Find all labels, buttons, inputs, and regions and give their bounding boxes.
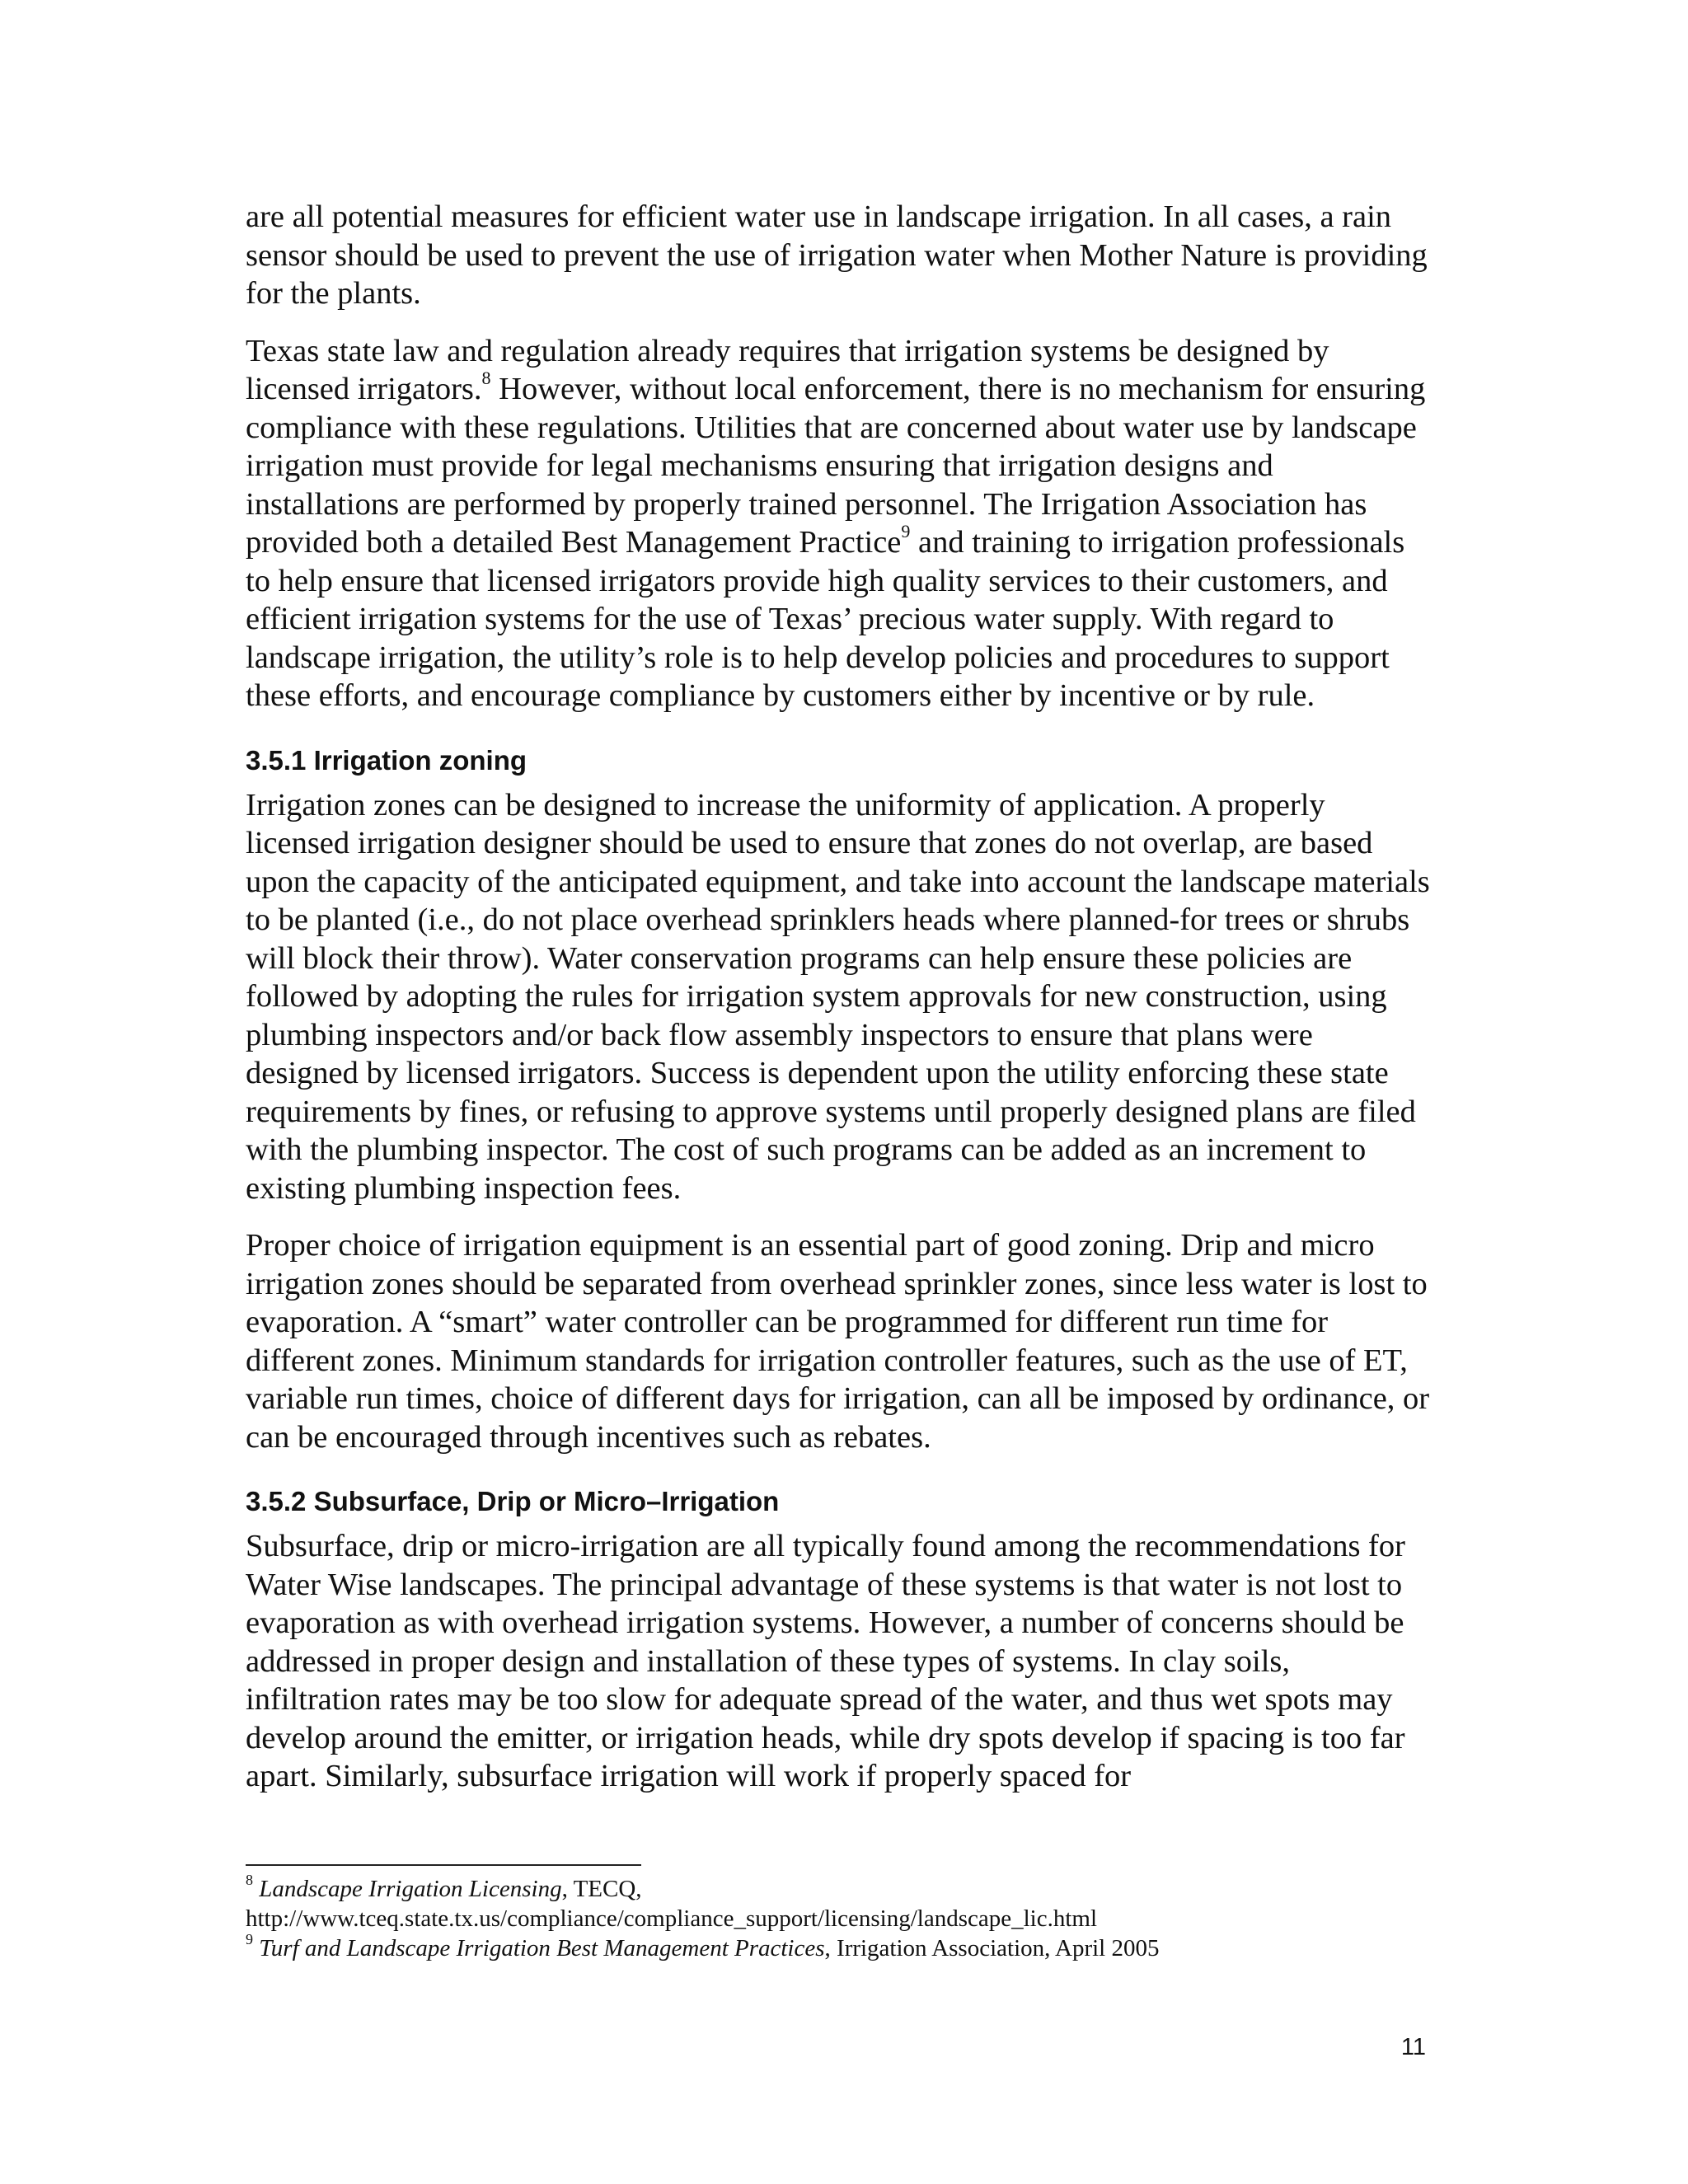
para2-text-c: and training to irrigation professionals to help ensure that licensed irrigators provide high quality services to their customers, and efficient irrigation systems for the use of Texas’ precious water supply. With regard to landscape irrigation, the utility’s role is to help develop policies and procedures to support these efforts, and encourage compliance by customers either by incentive or by rule. — [246, 525, 1405, 713]
paragraph-zoning-1: Irrigation zones can be designed to increase the uniformity of application. A properly licensed irrigation designer should be used to ensure that zones do not overlap, are based upon the capacity of the anticipated equipment, and take into account the landscape materials to be planted (i.e., do not place overhead sprinklers heads where planned-for trees or shrubs will block their throw). Water conservation programs can help ensure these policies are followed by adopting the rules for irrigation system approvals for new construction, using plumbing inspectors and/or back flow assembly inspectors to ensure that plans were designed by licensed irrigators. Success is dependent upon the utility enforcing these state requirements by fines, or refusing to approve systems until properly designed plans are filed with the plumbing inspector. The cost of such programs can be added as an increment to existing plumbing inspection fees. — [246, 787, 1430, 1206]
paragraph-subsurface-1: Subsurface, drip or micro-irrigation are all typically found among the recommendations for Water Wise landscapes. The principal advantage of these systems is that water is not lost to evaporation as with overhead irrigation systems. However, a number of concerns should be addressed in proper design and installation of these types of systems. In clay soils, infiltration rates may be too slow for adequate spread of the water, and thus wet spots may develop around the emitter, or irrigation heads, while dry spots develop if spacing is too far apart. Similarly, subsurface irrigation will work if properly spaced for — [246, 1529, 1405, 1793]
footnote-mark-8: 8 — [246, 1872, 253, 1889]
para2-text-b: However, without local enforcement, there is no mechanism for ensuring compliance with these regulations. Utilities that are concerned about water use by landscape irrigation must provide for legal mechanisms ensuring that irrigation designs and installations are performed by properly trained personnel. The Irrigation Association has provided both a detailed Best Management Practice — [246, 372, 1426, 560]
footnote-ref-9[interactable]: 9 — [901, 521, 911, 542]
main-content — [246, 198, 1432, 1815]
footnote-9-title: Turf and Landscape Irrigation Best Management Practices — [259, 1935, 825, 1961]
footnotes — [246, 1874, 1432, 1963]
paragraph-texas-law — [246, 332, 1432, 715]
footnote-8-title: Landscape Irrigation Licensing — [259, 1876, 562, 1902]
section-heading-subsurface-drip: 3.5.2 Subsurface, Drip or Micro–Irrigation — [246, 1486, 780, 1516]
section-heading-irrigation-zoning: 3.5.1 Irrigation zoning — [246, 744, 528, 776]
paragraph-intro: are all potential measures for efficient water use in landscape irrigation. In all cases, a rain sensor should be used to prevent the use of irrigation water when Mother Nature is providing for the plants. — [246, 199, 1428, 311]
footnote-8 — [246, 1874, 1432, 1904]
footnote-9 — [246, 1933, 1432, 1963]
paragraph-zoning-2: Proper choice of irrigation equipment is an essential part of good zoning. Drip and micro irrigation zones should be separated from overhead sprinkler zones, since less water is lost to evaporation. A “smart” water controller can be programmed for different run time for different zones. Minimum standards for irrigation controller features, such as the use of ET, variable run times, choice of different days for irrigation, can all be imposed by ordinance, or can be encouraged through incentives such as rebates. — [246, 1228, 1430, 1455]
footnote-mark-9: 9 — [246, 1931, 253, 1948]
footnote-8-url[interactable]: http://www.tceq.state.tx.us/compliance/compliance_support/licensing/landscape_lic.html — [246, 1905, 1097, 1932]
footnote-ref-8[interactable]: 8 — [481, 368, 491, 389]
para2-text-a: Texas state law and regulation already requires that irrigation systems be designed by licensed irrigators. — [246, 333, 1329, 406]
footnote-8-rest: , TECQ, — [561, 1876, 642, 1902]
footnote-divider — [246, 1864, 641, 1866]
page-number: 11 — [1400, 2034, 1426, 2060]
footnote-9-rest: , Irrigation Association, April 2005 — [824, 1935, 1160, 1961]
